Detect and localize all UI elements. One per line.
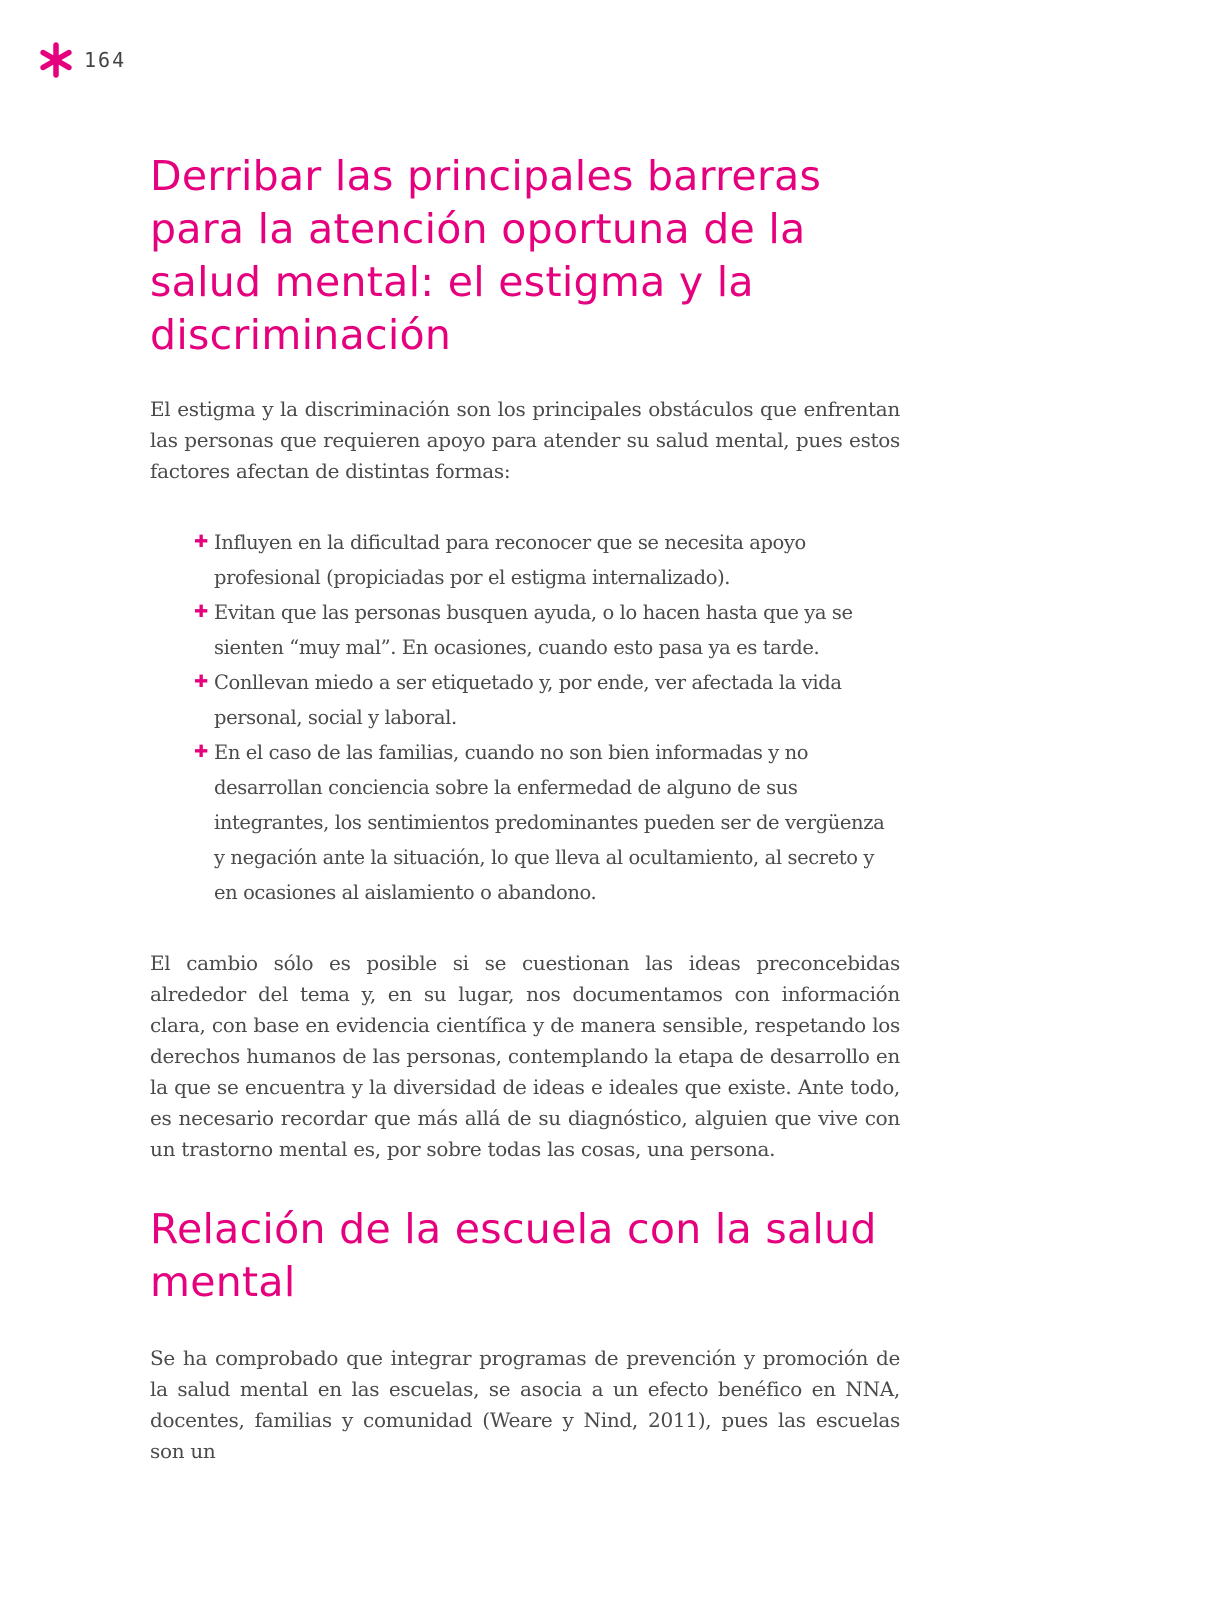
list-item-text: En el caso de las familias, cuando no son bien informadas y no desarrollan conciencia sobre la enfermedad de alguno de sus integrantes, los sentimientos predominantes pueden ser de vergüenza y negación ante la situación, lo que lleva al ocultamiento, al secreto y en ocasiones al aislamiento o abandono. [214, 741, 885, 904]
page-number: 164 [84, 48, 127, 72]
list-item-text: Conllevan miedo a ser etiquetado y, por ende, ver afectada la vida personal, social y laboral. [214, 671, 842, 729]
stigma-closing-paragraph: El cambio sólo es posible si se cuestionan las ideas preconcebidas alrededor del tema y, en su lugar, nos documentamos con información clara, con base en evidencia científica y de manera sensible, respetando los derechos humanos de las personas, contemplando la etapa de desarrollo en la que se encuentra y la diversidad de ideas e ideales que existe. Ante todo, es necesario recordar que más allá de su diagnóstico, alguien que vive con un trastorno mental es, por sobre todas las cosas, una persona. [150, 951, 900, 1161]
list-item [194, 735, 900, 910]
page-header [38, 42, 126, 78]
plus-bullet-icon: ✚ [194, 602, 208, 622]
stigma-intro-paragraph: El estigma y la discriminación son los principales obstáculos que enfrentan las personas que requieren apoyo para atender su salud mental, pues estos factores afectan de distintas formas: [150, 397, 900, 483]
school-intro-paragraph: Se ha comprobado que integrar programas de prevención y promoción de la salud mental en las escuelas, se asocia a un efecto benéfico en NNA, docentes, familias y comunidad (Weare y Nind, 2011), pues las escuelas son un [150, 1346, 900, 1463]
list-item-text: Influyen en la dificultad para reconocer que se necesita apoyo profesional (propiciadas por el estigma internalizado). [214, 531, 806, 589]
plus-bullet-icon: ✚ [194, 532, 208, 552]
asterisk-icon [38, 42, 74, 78]
plus-bullet-icon: ✚ [194, 742, 208, 762]
list-item [194, 525, 900, 595]
section-title-stigma: Derribar las principales barreras para la atención oportuna de la salud mental: el estigma y la discriminación [150, 152, 822, 359]
plus-bullet-icon: ✚ [194, 672, 208, 692]
list-item-text: Evitan que las personas busquen ayuda, o lo hacen hasta que ya se sienten “muy mal”. En ocasiones, cuando esto pasa ya es tarde. [214, 601, 853, 659]
section-title-school: Relación de la escuela con la salud mental [150, 1205, 877, 1306]
list-item [194, 665, 900, 735]
stigma-effects-list [150, 525, 900, 910]
main-content [150, 150, 900, 1467]
list-item [194, 595, 900, 665]
